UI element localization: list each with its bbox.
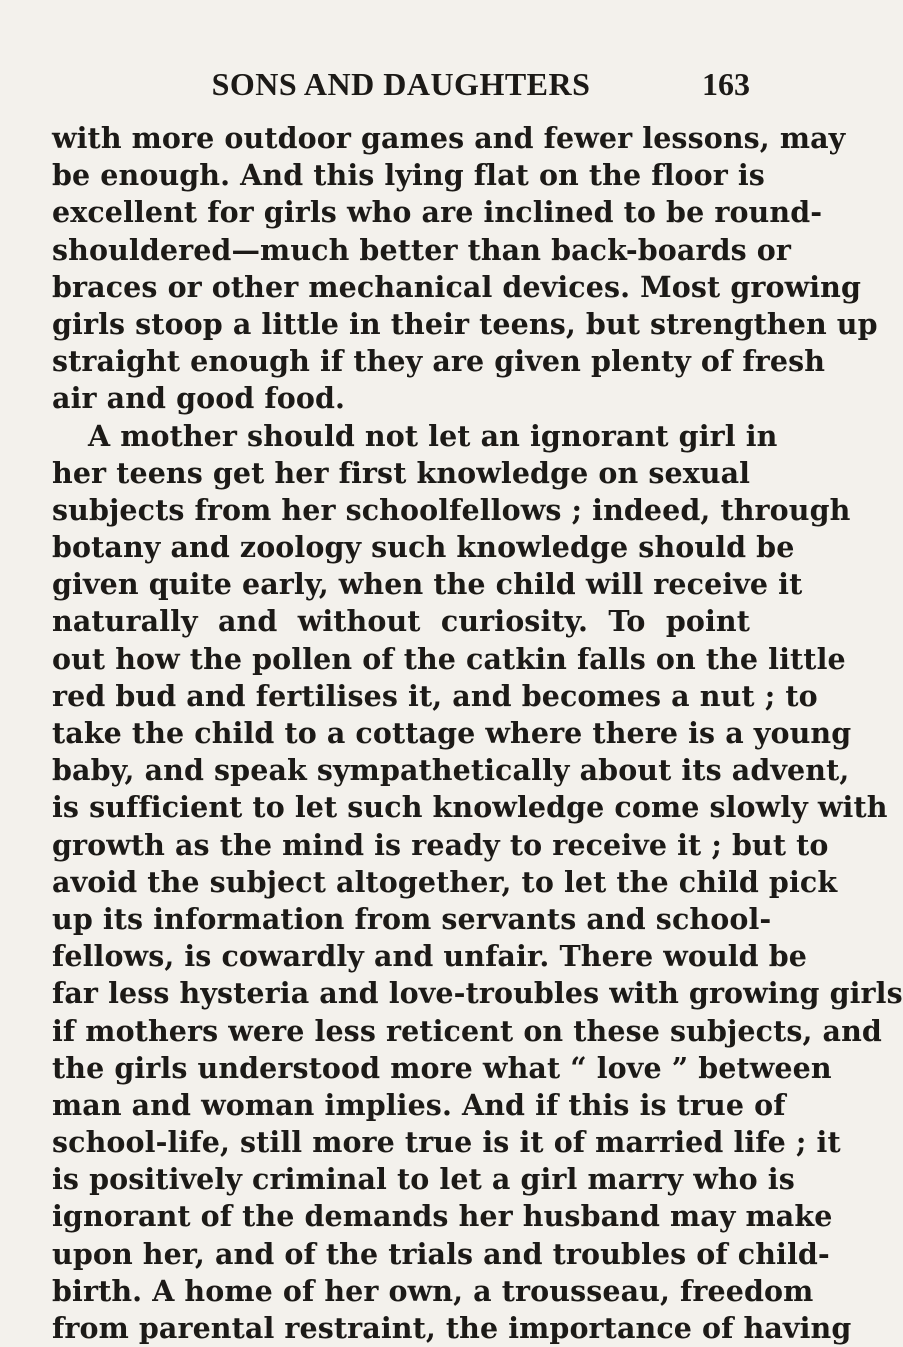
paragraph-start-line: A mother should not let an ignorant girl in (88, 418, 778, 453)
text-line: excellent for girls who are inclined to be round- (52, 195, 823, 230)
text-line: birth. A home of her own, a trousseau, freedom (52, 1273, 814, 1308)
text-line: take the child to a cottage where there is a young (52, 716, 852, 750)
text-line: naturally and without curiosity. To point (52, 604, 750, 639)
text-line: upon her, and of the trials and troubles of child- (52, 1236, 830, 1271)
text-line: ignorant of the demands her husband may make (52, 1199, 833, 1234)
text-line: given quite early, when the child will receive it (52, 567, 803, 602)
text-line: shouldered—much better than back-boards or (52, 232, 791, 267)
text-line: from parental restraint, the importance of having (52, 1311, 852, 1345)
running-head (52, 62, 750, 106)
text-line: if mothers were less reticent on these subjects, and (52, 1013, 882, 1048)
running-title: SONS AND DAUGHTERS (211, 66, 591, 102)
text-line: botany and zoology such knowledge should be (52, 530, 795, 565)
body-text (52, 120, 903, 1347)
text-line: avoid the subject altogether, to let the child pick (52, 864, 838, 899)
page-number: 163 (702, 66, 750, 102)
text-line: straight enough if they are given plenty of fresh (52, 344, 826, 379)
text-line: man and woman implies. And if this is true of (52, 1087, 786, 1122)
text-line: school-life, still more true is it of married life ; it (52, 1125, 841, 1160)
text-line: girls stoop a little in their teens, but strengthen up (52, 306, 878, 341)
text-line: up its information from servants and school- (52, 901, 772, 936)
text-line: braces or other mechanical devices. Most growing (52, 269, 861, 304)
text-line: far less hysteria and love-troubles with growing girls (52, 976, 903, 1011)
text-line: be enough. And this lying flat on the floor is (52, 158, 765, 193)
text-line: out how the pollen of the catkin falls on the little (52, 641, 846, 676)
text-line: baby, and speak sympathetically about its advent, (52, 753, 850, 788)
text-line: red bud and fertilises it, and becomes a nut ; to (52, 678, 818, 713)
text-line: subjects from her schoolfellows ; indeed, through (52, 492, 851, 527)
text-line: is positively criminal to let a girl marry who is (52, 1162, 795, 1197)
text-line: fellows, is cowardly and unfair. There would be (52, 939, 807, 974)
paragraph-end-line: air and good food. (52, 381, 345, 416)
text-line: her teens get her first knowledge on sexual (52, 455, 751, 490)
text-line: is sufficient to let such knowledge come slowly with (52, 790, 888, 825)
text-line: with more outdoor games and fewer lessons, may (52, 121, 846, 155)
text-line: growth as the mind is ready to receive it ; but to (52, 827, 829, 862)
text-line: the girls understood more what “ love ” between (52, 1050, 832, 1085)
